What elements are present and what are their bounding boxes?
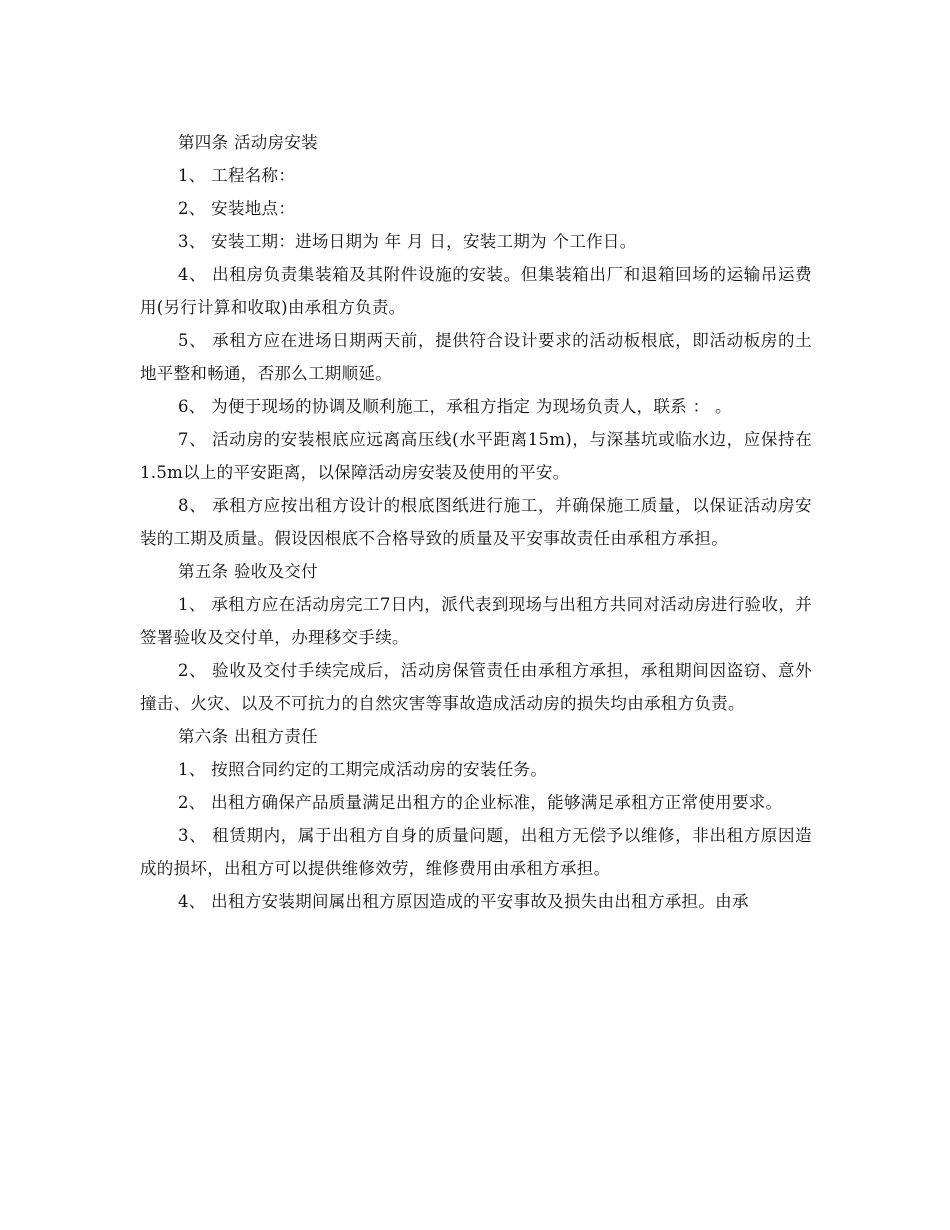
paragraph: 8、 承租方应按出租方设计的根底图纸进行施工，并确保施工质量，以保证活动房安装的工期及质量。假设因根底不合格导致的质量及平安事故责任由承租方承担。: [140, 496, 812, 548]
paragraph: 6、 为便于现场的协调及顺利施工，承租方指定 为现场负责人，联系 ： 。: [178, 397, 732, 416]
paragraph: 4、 出租方安装期间属出租方原因造成的平安事故及损失由出租方承担。由承: [178, 892, 749, 911]
paragraph: 3、 安装工期：进场日期为 年 月 日，安装工期为 个工作日。: [178, 232, 637, 251]
paragraph: 3、 租赁期内，属于出租方自身的质量问题，出租方无偿予以维修，非出租方原因造成的损坏，出租方可以提供维修效劳，维修费用由承租方承担。: [140, 826, 812, 878]
paragraph: 7、 活动房的安装根底应远离高压线(水平距离15m)，与深基坑或临水边，应保持在1.5m以上的平安距离，以保障活动房安装及使用的平安。: [140, 430, 812, 482]
section-heading-4: 第四条 活动房安装: [178, 133, 318, 152]
paragraph: 4、 出租房负责集装箱及其附件设施的安装。但集装箱出厂和退箱回场的运输吊运费用(另行计算和收取)由承租方负责。: [140, 265, 812, 317]
paragraph: 2、 安装地点：: [178, 199, 296, 218]
document-body: [140, 126, 812, 918]
paragraph: 2、 验收及交付手续完成后，活动房保管责任由承租方承担，承租期间因盗窃、意外撞击、火灾、以及不可抗力的自然灾害等事故造成活动房的损失均由承租方负责。: [140, 661, 812, 713]
section-heading-6: 第六条 出租方责任: [178, 727, 318, 746]
paragraph: 5、 承租方应在进场日期两天前，提供符合设计要求的活动板根底，即活动板房的土地平整和畅通，否那么工期顺延。: [140, 331, 812, 383]
paragraph: 2、 出租方确保产品质量满足出租方的企业标准，能够满足承租方正常使用要求。: [178, 793, 783, 812]
section-heading-5: 第五条 验收及交付: [178, 562, 318, 581]
paragraph: 1、 承租方应在活动房完工7日内，派代表到现场与出租方共同对活动房进行验收，并签署验收及交付单，办理移交手续。: [140, 595, 812, 647]
paragraph: 1、 按照合同约定的工期完成活动房的安装任务。: [178, 760, 548, 779]
paragraph: 1、 工程名称：: [178, 166, 296, 185]
